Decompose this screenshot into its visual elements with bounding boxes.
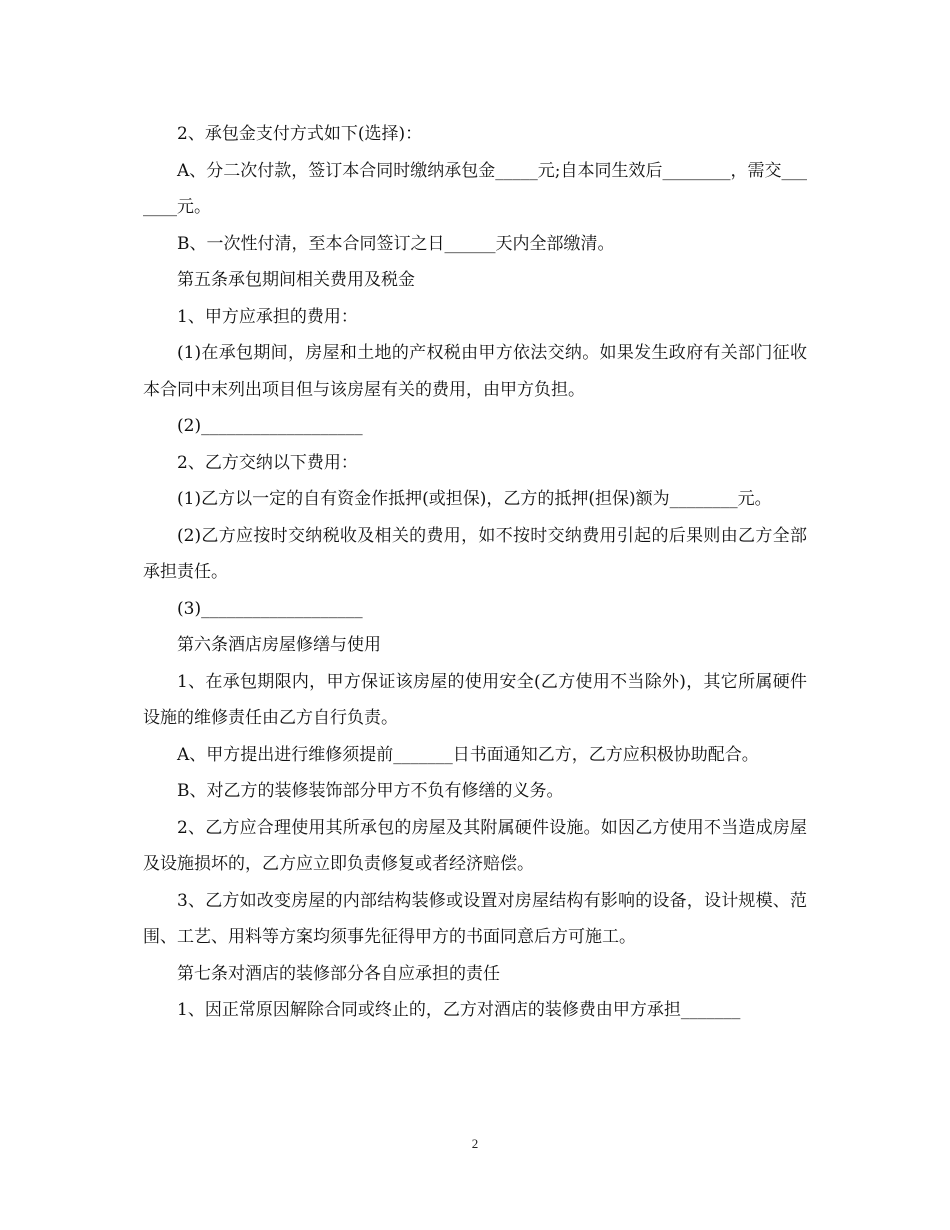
paragraph-payment-method: 2、承包金支付方式如下(选择)： xyxy=(177,124,423,144)
paragraph-option-b-lump-sum: B、一次性付清，至本合同签订之日______天内全部缴清。 xyxy=(177,233,615,254)
paragraph-renovation-1: 1、因正常原因解除合同或终止的，乙方对酒店的装修费由甲方承担_______ xyxy=(177,1000,741,1020)
paragraph-maintenance-3: 3、乙方如改变房屋的内部结构装修或设置对房屋结构有影响的设备，设计规模、范围、工艺、用料等方案均须事先征得甲方的书面同意后方可施工。 xyxy=(143,890,807,947)
paragraph-option-a-installments: A、分二次付款，签订本合同时缴纳承包金_____元;自本同生效后________，需交_______元。 xyxy=(143,160,808,217)
heading-article-6: 第六条酒店房屋修缮与使用 xyxy=(177,635,381,655)
heading-article-5: 第五条承包期间相关费用及税金 xyxy=(177,270,415,290)
paragraph-party-b-cost-1: (1)乙方以一定的自有资金作抵押(或担保)，乙方的抵押(担保)额为________元。 xyxy=(177,489,772,509)
paragraph-maintenance-a: A、甲方提出进行维修须提前_______日书面通知乙方，乙方应积极协助配合。 xyxy=(177,744,759,765)
paragraph-party-b-costs: 2、乙方交纳以下费用： xyxy=(177,452,358,473)
paragraph-maintenance-b: B、对乙方的装修装饰部分甲方不负有修缮的义务。 xyxy=(177,781,564,801)
paragraph-maintenance-2: 2、乙方应合理使用其所承包的房屋及其附属硬件设施。如因乙方使用不当造成房屋及设施损坏的，乙方应立即负责修复或者经济赔偿。 xyxy=(143,817,807,874)
page-number: 2 xyxy=(471,1136,479,1151)
document-body xyxy=(143,116,807,1029)
heading-article-7: 第七条对酒店的装修部分各自应承担的责任 xyxy=(177,963,500,984)
paragraph-party-b-cost-2: (2)乙方应按时交纳税收及相关的费用，如不按时交纳费用引起的后果则由乙方全部承担责任。 xyxy=(143,525,807,582)
paragraph-party-a-costs: 1、甲方应承担的费用： xyxy=(177,306,358,327)
paragraph-party-a-cost-2: (2)___________________ xyxy=(177,416,363,436)
paragraph-maintenance-1: 1、在承包期限内，甲方保证该房屋的使用安全(乙方使用不当除外)，其它所属硬件设施的维修责任由乙方自行负责。 xyxy=(143,671,807,728)
paragraph-party-b-cost-3: (3)___________________ xyxy=(177,598,363,619)
paragraph-party-a-cost-1: (1)在承包期间，房屋和土地的产权税由甲方依法交纳。如果发生政府有关部门征收本合同中末列出项目但与该房屋有关的费用，由甲方负担。 xyxy=(143,343,807,400)
